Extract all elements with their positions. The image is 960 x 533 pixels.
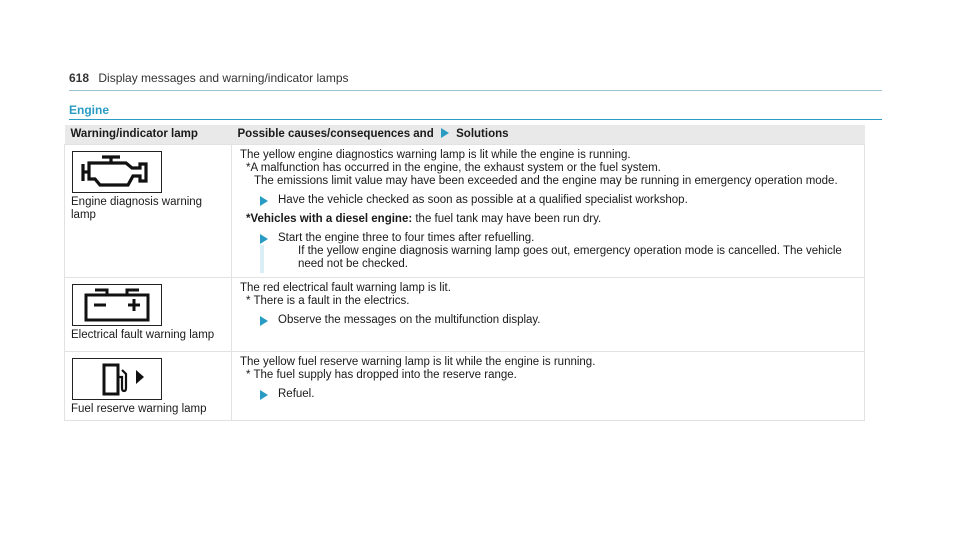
table-row <box>65 278 865 352</box>
arrow-right-icon <box>260 234 268 244</box>
arrow-right-icon <box>441 128 449 138</box>
table-header-row <box>65 125 865 145</box>
arrow-right-icon <box>260 390 268 400</box>
page-header <box>69 71 882 85</box>
solution-step <box>240 232 858 245</box>
lamp-cell <box>65 352 232 421</box>
cause-cell <box>232 278 865 352</box>
fuel-pump-icon <box>72 358 162 400</box>
table-row <box>65 352 865 421</box>
solution-text: Refuel. <box>278 388 315 400</box>
col-header-causes-label: Possible causes/consequences and <box>237 128 434 140</box>
cause-intro: The yellow engine diagnostics warning lamp is lit while the engine is running. <box>240 149 631 161</box>
cause-cell <box>232 352 865 421</box>
cause-item: * There is a fault in the electrics. <box>246 295 410 307</box>
page-header-title: Display messages and warning/indicator lamps <box>98 71 349 85</box>
solution-step <box>240 194 858 207</box>
cause-intro: The yellow fuel reserve warning lamp is lit while the engine is running. <box>240 356 596 368</box>
engine-icon <box>72 151 162 193</box>
solution-result <box>260 245 858 273</box>
lamp-cell <box>65 145 232 278</box>
section-rule <box>69 119 882 120</box>
cause-rest: the fuel tank may have been run dry. <box>412 213 602 225</box>
solution-text: Have the vehicle checked as soon as possible at a qualified specialist workshop. <box>278 194 688 206</box>
col-header-lamp: Warning/indicator lamp <box>65 125 232 145</box>
cause-detail: The emissions limit value may have been exceeded and the engine may be running in emergency operation mode. <box>254 175 838 187</box>
lamp-cell <box>65 278 232 352</box>
cause-intro: The red electrical fault warning lamp is lit. <box>240 282 451 294</box>
table-row <box>65 145 865 278</box>
battery-icon <box>72 284 162 326</box>
warning-lamp-table <box>64 125 865 421</box>
page-number: 618 <box>69 71 90 85</box>
section-title: Engine <box>69 103 110 117</box>
solution-text: Start the engine three to four times after refuelling. <box>278 232 535 244</box>
header-rule <box>69 90 882 91</box>
lamp-label: Engine diagnosis warning lamp <box>71 196 203 221</box>
cause-item <box>240 213 858 226</box>
arrow-right-icon <box>260 196 268 206</box>
lamp-label: Electrical fault warning lamp <box>71 329 215 341</box>
cause-item: *A malfunction has occurred in the engine, the exhaust system or the fuel system. <box>246 162 661 174</box>
solution-result-text: If the yellow engine diagnosis warning lamp goes out, emergency operation mode is cancelled. The vehicle need not be checked. <box>298 245 842 270</box>
col-header-solutions-label: Solutions <box>456 128 509 140</box>
solution-step <box>240 314 858 327</box>
spacer <box>240 327 858 347</box>
cause-bold: *Vehicles with a diesel engine: <box>246 213 413 225</box>
solution-step <box>240 388 858 401</box>
cause-cell <box>232 145 865 278</box>
arrow-right-icon <box>260 316 268 326</box>
solution-text: Observe the messages on the multifunction display. <box>278 314 541 326</box>
col-header-causes <box>232 125 865 145</box>
lamp-label: Fuel reserve warning lamp <box>71 403 207 415</box>
cause-item: * The fuel supply has dropped into the reserve range. <box>246 369 517 381</box>
